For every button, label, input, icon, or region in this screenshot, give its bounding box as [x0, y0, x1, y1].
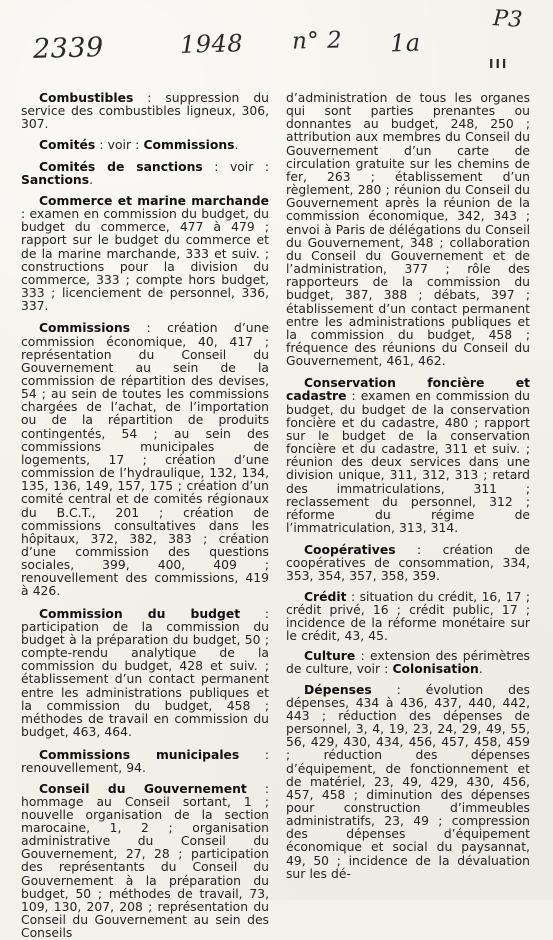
cross-reference: Commissions [143, 138, 234, 152]
index-entry [21, 195, 269, 313]
entry-text: : participation de la commission du budget à la préparation du budget, 50 ; compte-rendu analytique de la commission du budget, 428 et suiv. ; établissement d’un contact permanent entre les administrations publiques et la commission du budget, 458 ; méthodes de travail en commission du budget, 463, 464. [21, 607, 269, 739]
handwritten-note-4: 1a [390, 29, 421, 58]
index-entry [21, 749, 269, 775]
entry-text: d’administration de tous les organes qui sont parties prenantes ou donnantes au budget, 248, 250 ; attribution aux membres du Conseil du Gouvernement d’un carte de circulation gratuite sur les chemins de fer, 263 ; établissement d’un règlement, 280 ; réunion du Conseil du Gouvernement après la réunion de la commission économique, 342, 343 ; envoi à Paris de délégations du Conseil du Gouvernement, 348 ; collaboration du Conseil du Gouvernement et de l’administration, 377 ; rôle des rapporteurs de la commission du budget, 387, 388 ; débats, 397 ; établissement d’un contact permanent entre les administrations publiques et la commission du budget, 458 ; fréquence des réunions du Conseil du Gouvernement, 461, 462. [286, 91, 530, 368]
index-entry [286, 377, 530, 535]
right-column [286, 92, 530, 881]
handwritten-note-1: 2339 [33, 32, 105, 65]
left-column [21, 92, 269, 940]
entry-heading: Commerce et marine marchande [39, 194, 269, 208]
entry-heading: Conservation foncière et cadastre [286, 376, 530, 403]
entry-text: : création de coopératives de consommation, 334, 353, 354, 357, 358, 359. [286, 543, 530, 583]
index-entry [21, 139, 269, 152]
entry-tail: . [479, 662, 483, 676]
entry-text: : hommage au Conseil sortant, 1 ; nouvelle organisation de la section marocaine, 1, 2 ; organisation administrative du Conseil du Gouvernement, 27, 28 ; participation des représentants du Conseil du Gouvernement à la préparation du budget, 50 ; méthodes de travail, 73, 109, 130, 207, 208 ; représentation du Conseil du Gouvernement au sein des Conseils [21, 782, 269, 940]
entry-heading: Coopératives [304, 543, 396, 557]
page-number: III [489, 57, 508, 71]
handwritten-note-2: 1948 [180, 29, 244, 59]
handwritten-note-5: P3 [492, 6, 523, 33]
entry-tail: . [235, 138, 239, 152]
index-entry [21, 608, 269, 740]
entry-text: : évolution des dépenses, 434 à 436, 437, 440, 442, 443 ; réduction des dépenses de personnel, 3, 4, 19, 23, 24, 29, 49, 55, 56, 429, 430, 434, 456, 457, 458, 459 ; réduction des dépenses d’équipement, de fonctionnement et de matériel, 23, 49, 429, 430, 456, 457, 458 ; diminution des dépenses pour construction d’immeubles administratifs, 23, 49 ; compression des dépenses d’équipement économique et social du paysannat, 49, 50 ; incidence de la dévaluation sur les dé- [286, 683, 530, 881]
entry-text: : extension des périmètres de culture, voir : [286, 649, 530, 676]
entry-heading: Crédit [304, 590, 347, 604]
cross-reference: Colonisation [392, 662, 478, 676]
entry-heading: Commissions municipales [39, 748, 239, 762]
entry-text: : création d’une commission économique, 40, 417 ; représentation du Conseil du Gouvernement au sein de la commission de répartition des devises, 54 ; au sein de toutes les commissions chargées de l’achat, de l’importation ou de la répartition de produits contingentés, 54 ; au sein des commissions municipales de logements, 17 ; création d’une commission de l’hydraulique, 132, 134, 135, 136, 149, 157, 175 ; création d’un comité central et de comités régionaux du B.C.T., 201 ; création de commissions consultatives dans les hôpitaux, 372, 382, 383 ; création d’une commission des questions sociales, 399, 400, 409 ; renouvellement des commissions, 419 à 426. [21, 321, 269, 598]
entry-text: : voir : [95, 138, 143, 152]
index-entry [21, 92, 269, 131]
entry-tail: . [89, 173, 93, 187]
entry-heading: Comités [39, 138, 95, 152]
entry-text: : situation du crédit, 16, 17 ; crédit privé, 16 ; crédit public, 17 ; incidence de la réforme monétaire sur le crédit, 43, 45. [286, 590, 530, 643]
entry-heading: Commissions [39, 321, 130, 335]
index-entry [21, 783, 269, 940]
entry-text: : examen en commission du budget, du budget du commerce, 477 à 479 ; rapport sur le budget du commerce et de la marine marchande, 333 et suiv. ; constructions pour la division du commerce, 333 ; compte hors budget, 333 ; licenciement de personnel, 336, 337. [21, 207, 269, 313]
index-entry [21, 322, 269, 598]
handwritten-note-3: n° 2 [292, 27, 343, 54]
entry-heading: Culture [304, 649, 355, 663]
index-entry-continued [286, 92, 530, 368]
index-entry [286, 650, 530, 676]
entry-text: : examen en commission du budget, du budget de la conservation foncière et du cadastre, 480 ; rapport sur le budget de la conservation foncière et du cadastre, 311 et suiv. ; réunion des deux services dans une division unique, 311, 312, 313 ; retard des immatriculations, 311 ; reclassement du personnel, 312 ; réforme du régime de l’immatriculation, 313, 314. [286, 389, 530, 535]
entry-heading: Combustibles [39, 91, 133, 105]
index-entry [286, 544, 530, 583]
index-entry [286, 591, 530, 644]
entry-heading: Dépenses [304, 683, 372, 697]
entry-heading: Conseil du Gouvernement [39, 782, 247, 796]
index-entry [286, 684, 530, 881]
entry-heading: Comités de sanctions [39, 160, 203, 174]
index-entry [21, 161, 269, 187]
entry-text: : suppression du service des combustibles ligneux, 306, 307. [21, 91, 269, 131]
entry-text: : renouvellement, 94. [21, 748, 269, 775]
entry-text: : voir : [203, 160, 269, 174]
cross-reference: Sanctions [21, 173, 89, 187]
entry-heading: Commission du budget [39, 607, 240, 621]
